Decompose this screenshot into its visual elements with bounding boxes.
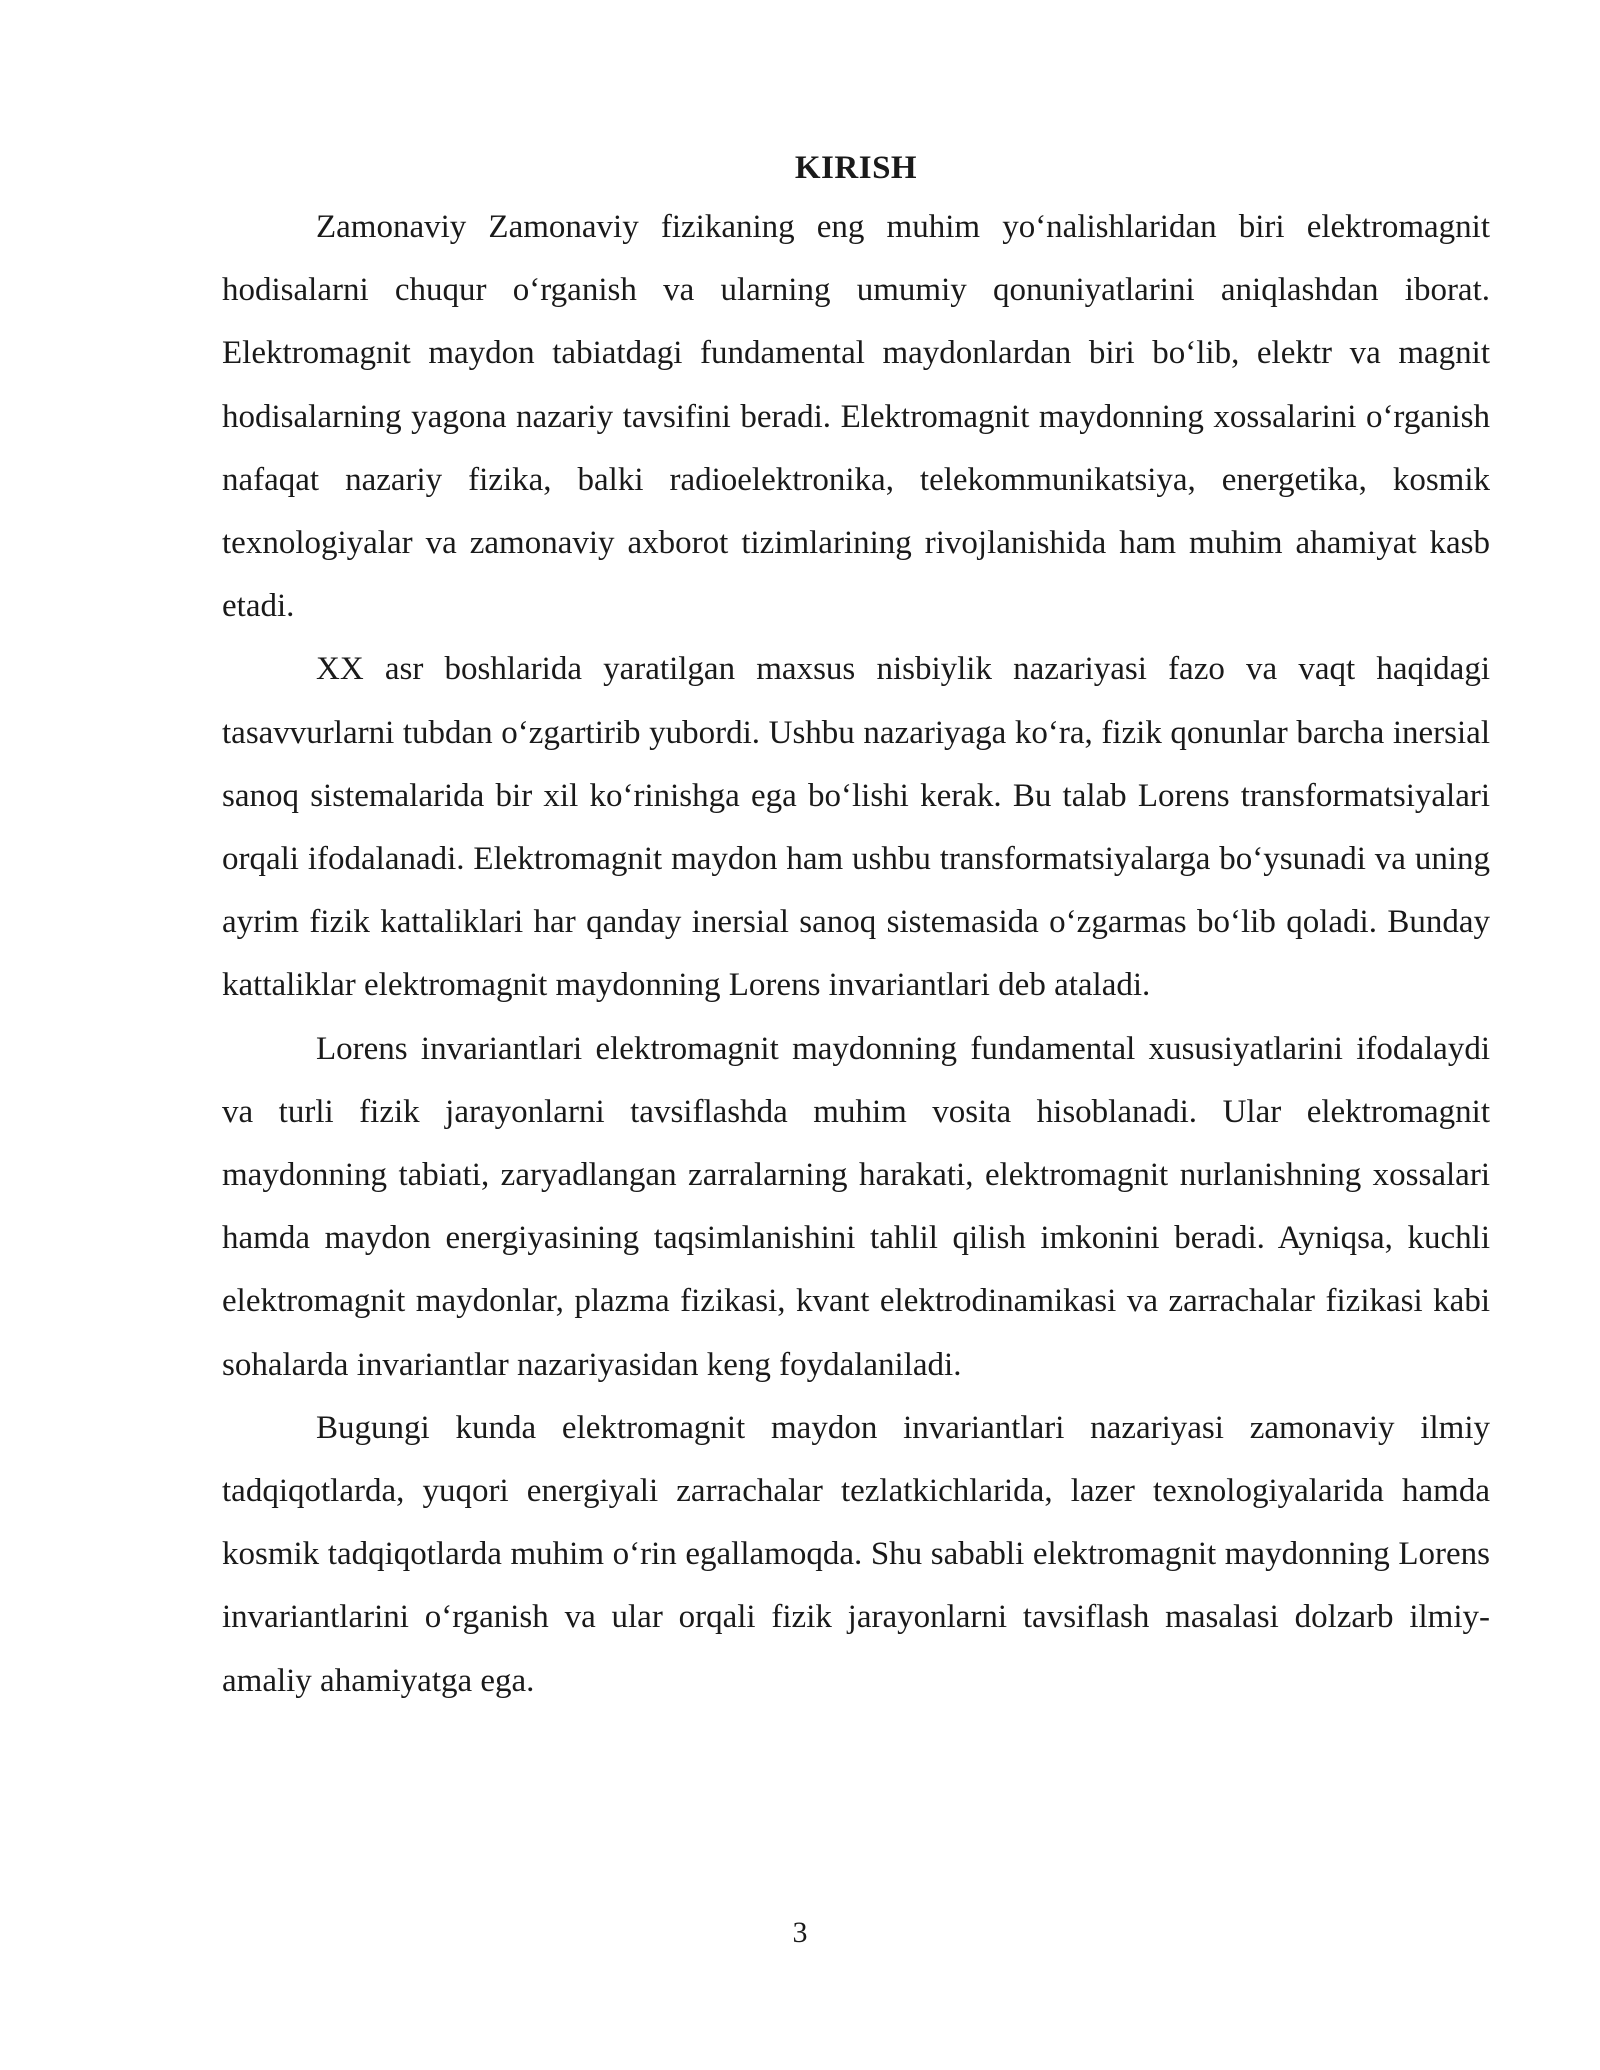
paragraph-1: Zamonaviy Zamonaviy fizikaning eng muhim yo‘nalishlaridan biri elektromagnit hodisalarni chuqur o‘rganish va ularning umumiy qonuniyatlarini aniqlashdan iborat. Elektromagnit maydon tabiatdagi fundamental maydonlardan biri bo‘lib, elektr va magnit hodisalarning yagona nazariy tavsifini beradi. Elektromagnit maydonning xossalarini o‘rganish nafaqat nazariy fizika, balki radioelektronika, telekommunikatsiya, energetika, kosmik texnologiyalar va zamonaviy axborot tizimlarining rivojlanishida ham muhim ahamiyat kasb etadi. (222, 209, 1490, 625)
page-number: 3 (792, 1916, 808, 1949)
section-heading: KIRISH (794, 150, 918, 186)
paragraph-3: Lorens invariantlari elektromagnit maydonning fundamental xususiyatlarini ifodalaydi va turli fizik jarayonlarni tavsiflashda muhim vosita hisoblanadi. Ular elektromagnit maydonning tabiati, zaryadlangan zarralarning harakati, elektromagnit nurlanishning xossalari hamda maydon energiyasining taqsimlanishini tahlil qilish imkonini beradi. Ayniqsa, kuchli elektromagnit maydonlar, plazma fizikasi, kvant elektrodinamikasi va zarrachalar fizikasi kabi sohalarda invariantlar nazariyasidan keng foydalaniladi. (222, 1030, 1490, 1383)
paragraph-4: Bugungi kunda elektromagnit maydon invariantlari nazariyasi zamonaviy ilmiy tadqiqotlarda, yuqori energiyali zarrachalar tezlatkichlarida, lazer texnologiyalarida hamda kosmik tadqiqotlarda muhim o‘rin egallamoqda. Shu sababli elektromagnit maydonning Lorens invariantlarini o‘rganish va ular orqali fizik jarayonlarni tavsiflash masalasi dolzarb ilmiy-amaliy ahamiyatga ega. (222, 1409, 1490, 1699)
paragraph-2: XX asr boshlarida yaratilgan maxsus nisbiylik nazariyasi fazo va vaqt haqidagi tasavvurlarni tubdan o‘zgartirib yubordi. Ushbu nazariyaga ko‘ra, fizik qonunlar barcha inersial sanoq sistemalarida bir xil ko‘rinishga ega bo‘lishi kerak. Bu talab Lorens transformatsiyalari orqali ifodalanadi. Elektromagnit maydon ham ushbu transformatsiyalarga bo‘ysunadi va uning ayrim fizik kattaliklari har qanday inersial sanoq sistemasida o‘zgarmas bo‘lib qoladi. Bunday kattaliklar elektromagnit maydonning Lorens invariantlari deb ataladi. (222, 651, 1490, 1004)
page-body (222, 148, 1490, 1713)
